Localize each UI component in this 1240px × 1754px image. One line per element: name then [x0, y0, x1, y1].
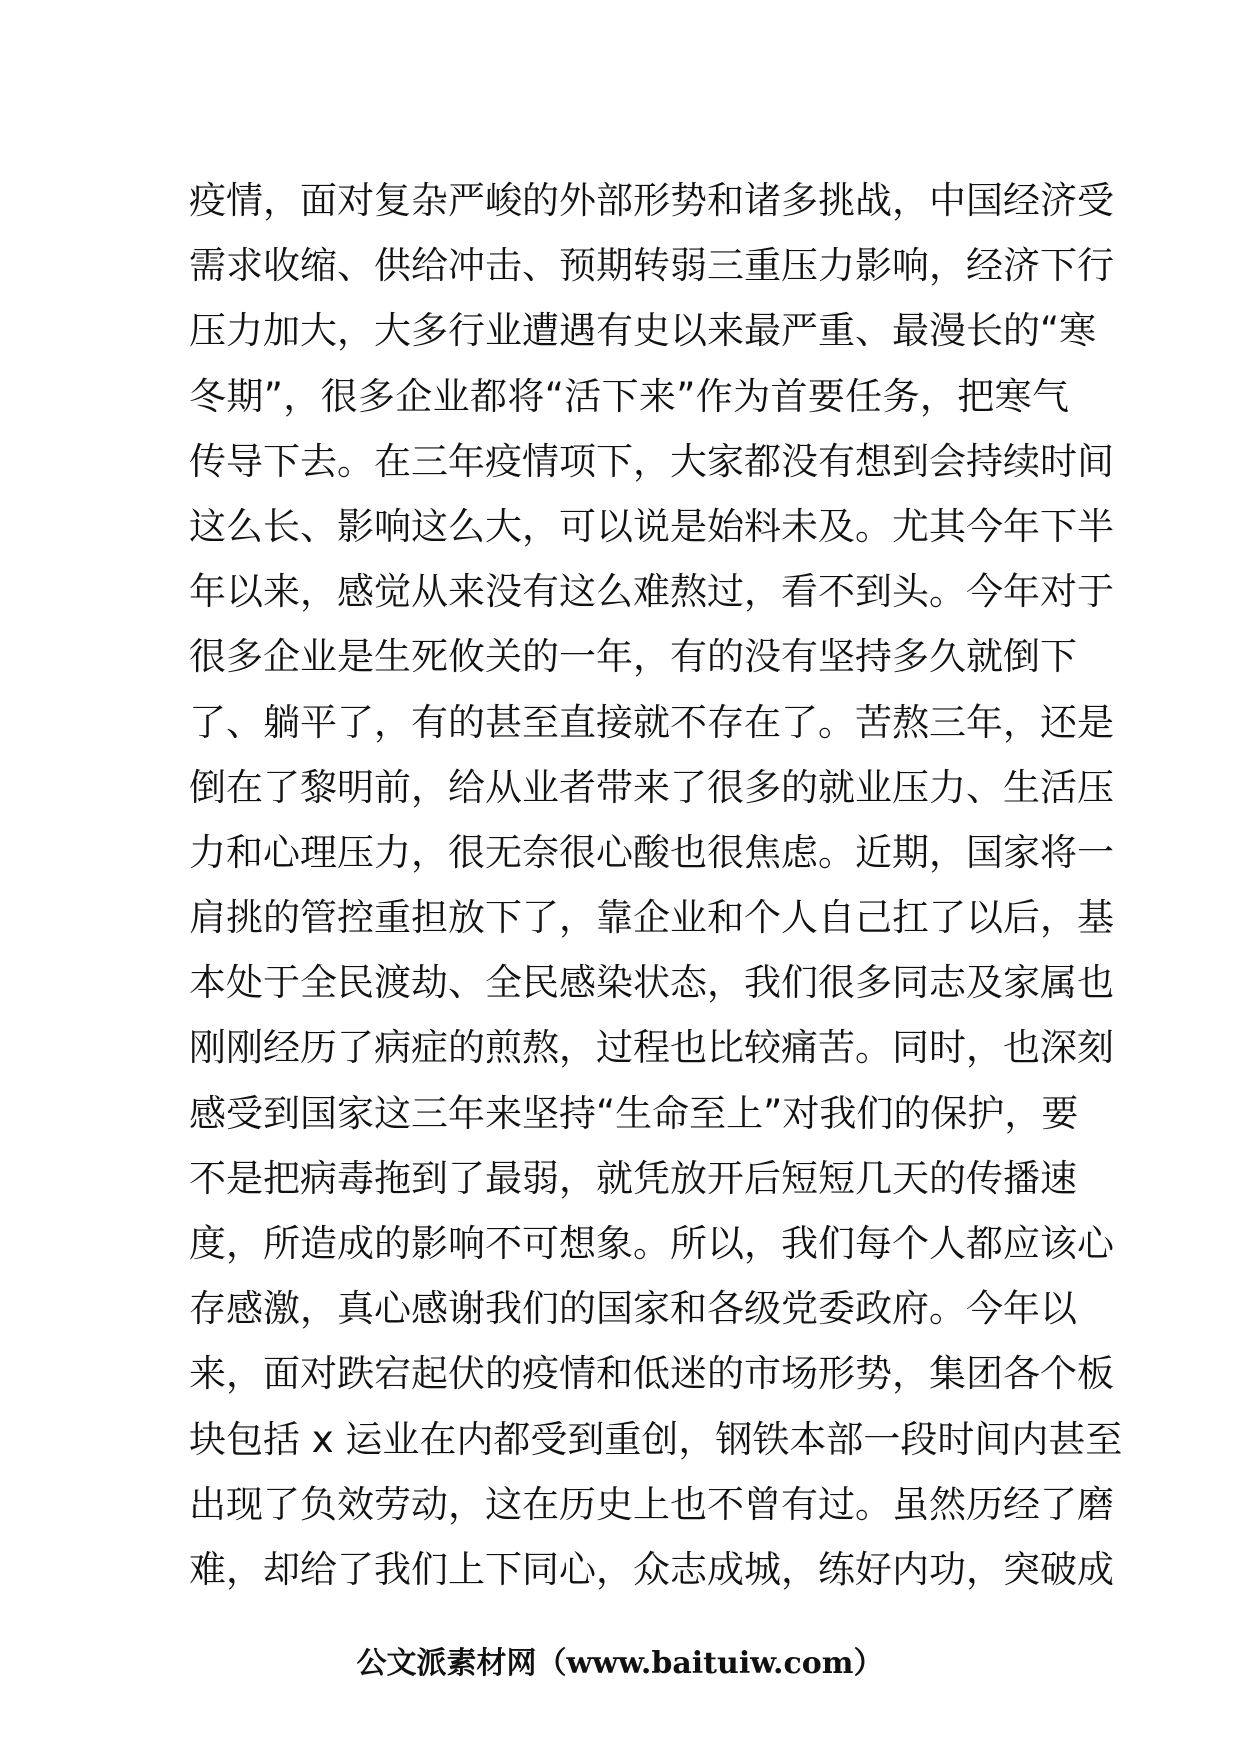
text-line: 需求收缩、供给冲击、预期转弱三重压力影响，经济下行: [189, 244, 1114, 288]
text-line: 这么长、影响这么大，可以说是始料未及。尤其今年下半: [189, 504, 1114, 548]
text-line: 肩挑的管控重担放下了，靠企业和个人自己扛了以后，基: [189, 896, 1114, 940]
text-line: 年以来，感觉从来没有这么难熬过，看不到头。今年对于: [189, 570, 1114, 614]
text-line: 块包括 x 运业在内都受到重创，钢铁本部一段时间内甚至: [189, 1417, 1123, 1461]
text-line: 刚刚经历了病症的煎熬，过程也比较痛苦。同时，也深刻: [189, 1026, 1114, 1070]
text-line: 疫情，面对复杂严峻的外部形势和诸多挑战，中国经济受: [189, 179, 1114, 222]
text-line: 出现了负效劳动，这在历史上也不曾有过。虽然历经了磨: [189, 1482, 1114, 1526]
text-line: 难，却给了我们上下同心，众志成城，练好内功，突破成: [189, 1547, 1114, 1591]
body-text: [189, 168, 1123, 1602]
text-line: 倒在了黎明前，给从业者带来了很多的就业压力、生活压: [189, 765, 1114, 809]
text-line: 度，所造成的影响不可想象。所以，我们每个人都应该心: [189, 1222, 1114, 1265]
text-line: 冬期”，很多企业都将“活下来”作为首要任务，把寒气: [189, 374, 1069, 418]
page-footer: 公文派素材网（www.baituiw.com）: [356, 1646, 884, 1681]
text-line: 来，面对跌宕起伏的疫情和低迷的市场形势，集团各个板: [189, 1352, 1114, 1396]
text-line: 传导下去。在三年疫情项下，大家都没有想到会持续时间: [189, 439, 1114, 483]
text-line: 了、躺平了，有的甚至直接就不存在了。苦熬三年，还是: [189, 700, 1114, 744]
text-line: 存感激，真心感谢我们的国家和各级党委政府。今年以: [189, 1287, 1077, 1331]
text-line: 很多企业是生死攸关的一年，有的没有坚持多久就倒下: [189, 635, 1077, 679]
text-line: 力和心理压力，很无奈很心酸也很焦虑。近期，国家将一: [189, 830, 1114, 874]
text-line: 感受到国家这三年来坚持“生命至上”对我们的保护，要: [189, 1091, 1079, 1135]
text-line: 压力加大，大多行业遭遇有史以来最严重、最漫长的“寒: [189, 309, 1097, 353]
text-line: 不是把病毒拖到了最弱，就凭放开后短短几天的传播速: [189, 1156, 1077, 1200]
text-line: 本处于全民渡劫、全民感染状态，我们很多同志及家属也: [189, 961, 1114, 1005]
